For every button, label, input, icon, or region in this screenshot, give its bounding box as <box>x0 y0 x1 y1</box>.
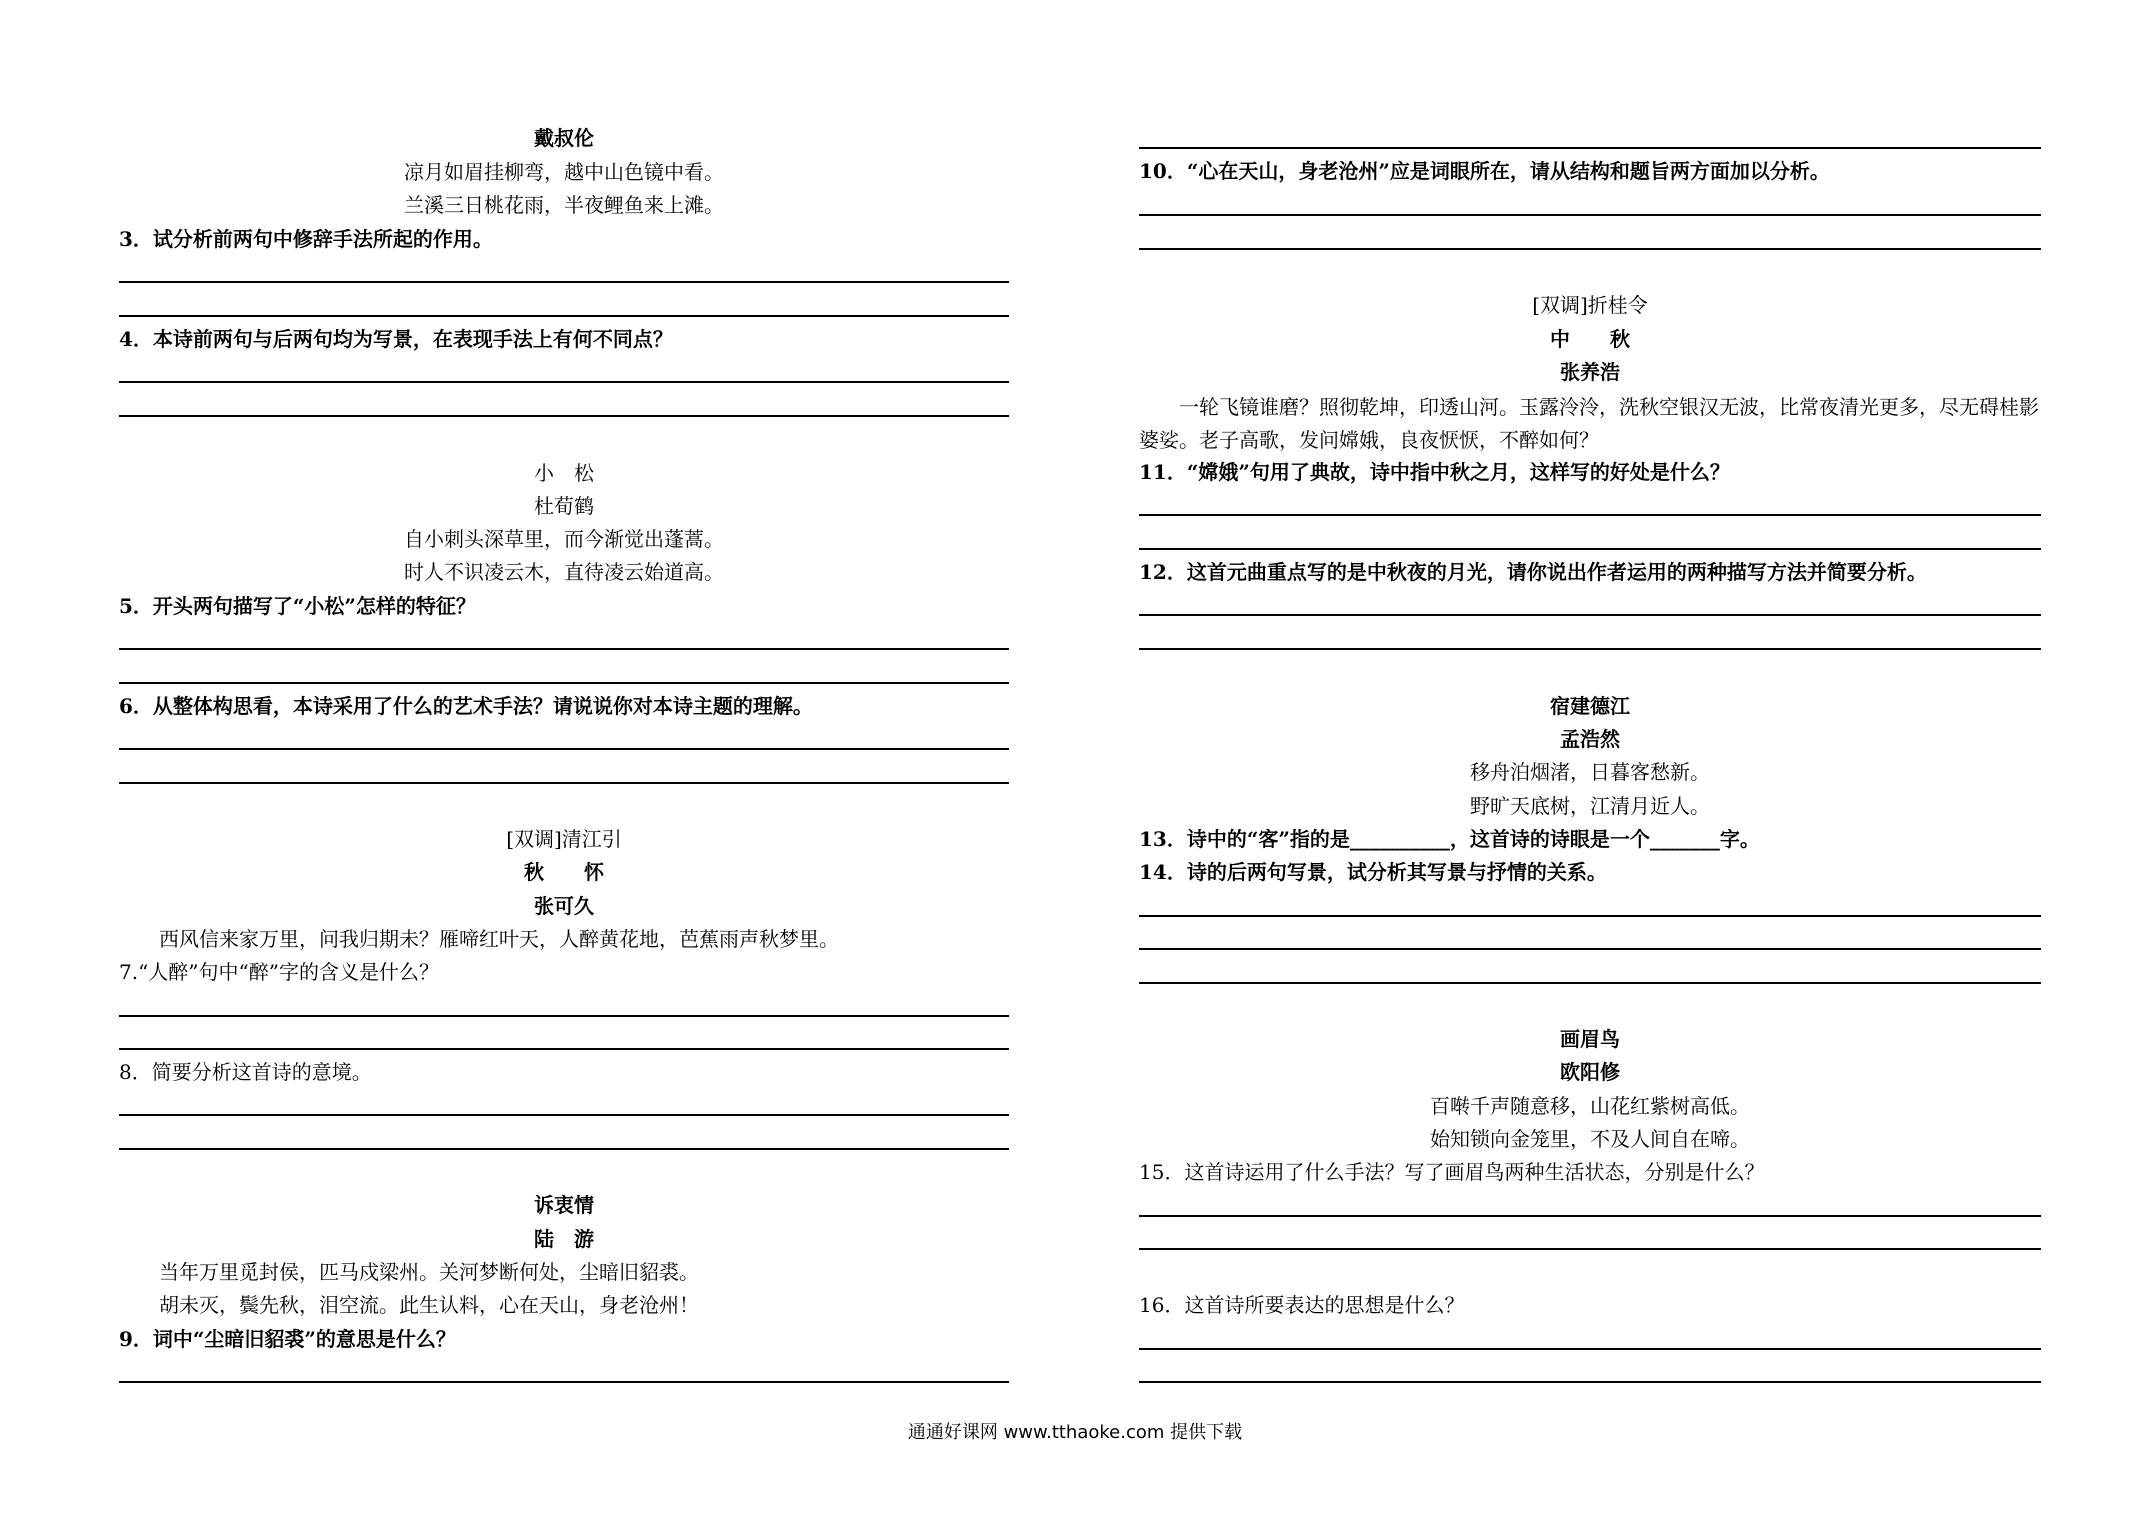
page-footer[interactable]: 通通好课网 www.tthaoke.com 提供下载 <box>907 1422 1243 1443</box>
answer-line[interactable] <box>1139 214 2041 216</box>
poem-author: 张养浩 <box>1560 360 1620 384</box>
poem-text: 西风信来家万里，问我归期未？雁啼红叶天，人醉黄花地，芭蕉雨声秋梦里。 <box>159 927 839 951</box>
poem-line: 当年万里觅封侯，匹马戍梁州。关河梦断何处，尘暗旧貂裘。 <box>159 1260 699 1284</box>
poem-subtitle: 秋 怀 <box>524 860 604 884</box>
question-11: 11．“嫦娥”句用了典故，诗中指中秋之月，这样写的好处是什么？ <box>1139 460 1730 484</box>
answer-line[interactable] <box>119 315 1009 317</box>
answer-line[interactable] <box>1139 1248 2041 1250</box>
answer-line[interactable] <box>1139 982 2041 984</box>
right-column <box>1139 0 2041 1400</box>
answer-line[interactable] <box>1139 948 2041 950</box>
poem-title: [双调]折桂令 <box>1532 293 1648 317</box>
poem-line: 自小刺头深草里，而今渐觉出蓬蒿。 <box>404 527 724 551</box>
answer-line[interactable] <box>1139 548 2041 550</box>
poem-title: 小 松 <box>534 461 594 485</box>
question-10: 10．“心在天山，身老沧州”应是词眼所在，请从结构和题旨两方面加以分析。 <box>1139 159 1830 183</box>
poem-title: 诉衷情 <box>534 1193 594 1217</box>
question-5: 5．开头两句描写了“小松”怎样的特征？ <box>119 594 476 618</box>
poem-line: 兰溪三日桃花雨，半夜鲤鱼来上滩。 <box>404 193 724 217</box>
question-12: 12．这首元曲重点写的是中秋夜的月光，请你说出作者运用的两种描写方法并简要分析。 <box>1139 560 1927 584</box>
answer-line[interactable] <box>119 782 1009 784</box>
poem-author: 孟浩然 <box>1560 727 1620 751</box>
poem-author: 戴叔伦 <box>534 126 594 150</box>
poem-line: 凉月如眉挂柳弯，越中山色镜中看。 <box>404 160 724 184</box>
question-16: 16．这首诗所要表达的思想是什么？ <box>1139 1293 1465 1317</box>
poem-author: 张可久 <box>534 894 594 918</box>
poem-title: 画眉鸟 <box>1560 1027 1620 1051</box>
answer-line[interactable] <box>1139 915 2041 917</box>
question-13[interactable]: 13．诗中的“客”指的是__________，这首诗的诗眼是一个_______字。 <box>1139 827 1760 851</box>
answer-line[interactable] <box>119 648 1009 650</box>
question-15: 15．这首诗运用了什么手法？写了画眉鸟两种生活状态，分别是什么？ <box>1139 1160 1765 1184</box>
poem-title: 宿建德江 <box>1550 694 1630 718</box>
answer-line[interactable] <box>1139 614 2041 616</box>
question-7: 7.“人醉”句中“醉”字的含义是什么？ <box>119 960 439 984</box>
poem-line: 胡未灭，鬓先秋，泪空流。此生认料，心在天山，身老沧州！ <box>159 1293 699 1317</box>
poem-line: 野旷天底树，江清月近人。 <box>1470 794 1710 818</box>
answer-line[interactable] <box>119 1381 1009 1383</box>
answer-line[interactable] <box>1139 514 2041 516</box>
poem-subtitle: 中 秋 <box>1550 327 1630 351</box>
answer-line[interactable] <box>119 281 1009 283</box>
answer-line[interactable] <box>119 1148 1009 1150</box>
question-14: 14．诗的后两句写景，试分析其写景与抒情的关系。 <box>1139 860 1607 884</box>
answer-line[interactable] <box>119 682 1009 684</box>
answer-line[interactable] <box>1139 248 2041 250</box>
answer-line[interactable] <box>119 1114 1009 1116</box>
answer-line[interactable] <box>119 381 1009 383</box>
poem-line: 移舟泊烟渚，日暮客愁新。 <box>1470 760 1710 784</box>
answer-line[interactable] <box>1139 147 2041 149</box>
question-8: 8．简要分析这首诗的意境。 <box>119 1060 372 1084</box>
question-3: 3．试分析前两句中修辞手法所起的作用。 <box>119 227 493 251</box>
poem-author: 欧阳修 <box>1560 1060 1620 1084</box>
answer-line[interactable] <box>119 1015 1009 1017</box>
answer-line[interactable] <box>119 1048 1009 1050</box>
answer-line[interactable] <box>1139 1215 2041 1217</box>
left-column <box>119 0 1009 1400</box>
answer-line[interactable] <box>119 748 1009 750</box>
poem-author: 杜荀鹤 <box>534 494 594 518</box>
question-9: 9．词中“尘暗旧貂裘”的意思是什么？ <box>119 1327 456 1351</box>
poem-author: 陆 游 <box>534 1227 594 1251</box>
poem-line: 时人不识凌云木，直待凌云始道高。 <box>404 560 724 584</box>
question-4: 4．本诗前两句与后两句均为写景，在表现手法上有何不同点？ <box>119 327 673 351</box>
poem-text: 一轮飞镜谁磨？照彻乾坤，印透山河。玉露泠泠，洗秋空银汉无波，比常夜清光更多，尽无碍桂影婆娑。老子高歌，发问嫦娥，良夜恹恹，不醉如何？ <box>1139 395 2039 452</box>
answer-line[interactable] <box>1139 648 2041 650</box>
poem-line: 始知锁向金笼里，不及人间自在啼。 <box>1430 1127 1750 1151</box>
question-6: 6．从整体构思看，本诗采用了什么的艺术手法？请说说你对本诗主题的理解。 <box>119 694 813 718</box>
poem-line: 百啭千声随意移，山花红紫树高低。 <box>1430 1094 1750 1118</box>
answer-line[interactable] <box>1139 1348 2041 1350</box>
answer-line[interactable] <box>1139 1381 2041 1383</box>
poem-title: [双调]清江引 <box>506 827 622 851</box>
answer-line[interactable] <box>119 415 1009 417</box>
